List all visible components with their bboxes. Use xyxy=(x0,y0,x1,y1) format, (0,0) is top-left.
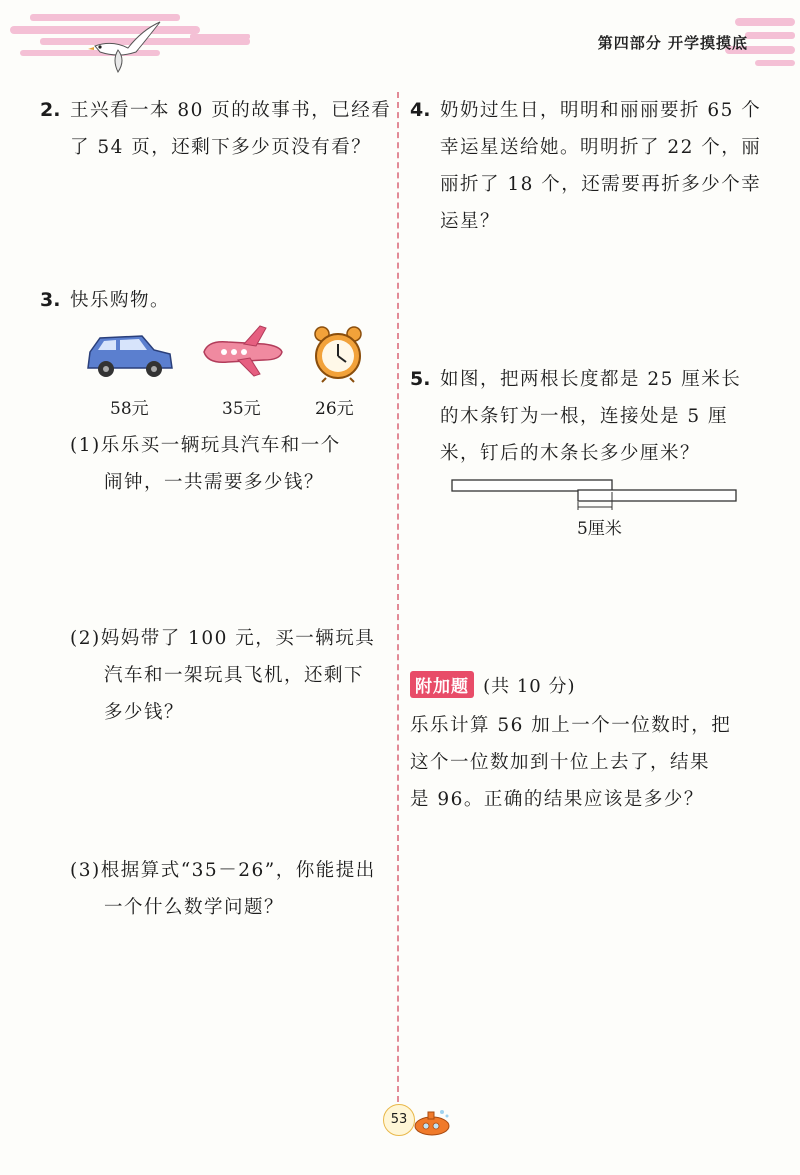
clock-price: 26元 xyxy=(315,399,354,419)
alarm-clock-icon xyxy=(310,324,366,384)
subquestion-2-line: (2)妈妈带了 100 元，买一辆玩具 xyxy=(70,628,376,649)
subquestion-3-line: 一个什么数学问题？ xyxy=(104,897,285,918)
bonus-points: (共 10 分) xyxy=(483,676,576,697)
question-title: 快乐购物。 xyxy=(70,290,171,311)
question-line: 丽折了 18 个，还需要再折多少个幸 xyxy=(440,174,762,195)
subquestion-1-line: 闹钟，一共需要多少钱？ xyxy=(104,472,325,493)
question-number: 3. xyxy=(40,289,61,311)
question-line: 如图，把两根长度都是 25 厘米长 xyxy=(440,369,742,390)
question-line: 运星？ xyxy=(440,211,501,232)
question-line: 的木条钉为一根，连接处是 5 厘 xyxy=(440,406,729,427)
toy-car-icon xyxy=(84,330,176,380)
wood-strip-2 xyxy=(578,490,736,501)
airplane-price: 35元 xyxy=(222,399,261,419)
bonus-heading xyxy=(410,671,576,698)
section-title: 第四部分 开学摸摸底 xyxy=(597,34,748,52)
subquestion-2-line: 汽车和一架玩具飞机，还剩下 xyxy=(104,665,365,686)
subquestion-3-line: (3)根据算式“35－26”，你能提出 xyxy=(70,860,376,881)
subquestion-1-line: (1)乐乐买一辆玩具汽车和一个 xyxy=(70,435,341,456)
question-number: 2. xyxy=(40,99,61,121)
question-line: 王兴看一本 80 页的故事书，已经看 xyxy=(70,100,392,121)
submarine-icon xyxy=(412,1108,452,1138)
overlap-label: 5厘米 xyxy=(577,519,622,539)
toy-airplane-icon xyxy=(198,322,284,382)
question-line: 米，钉后的木条长多少厘米？ xyxy=(440,443,701,464)
page-number: 53 xyxy=(383,1104,415,1136)
bonus-line: 这个一位数加到十位上去了，结果 xyxy=(410,752,711,773)
subquestion-2-line: 多少钱？ xyxy=(104,702,185,723)
column-divider xyxy=(397,92,399,1102)
question-line: 了 54 页，还剩下多少页没有看？ xyxy=(70,137,372,158)
car-price: 58元 xyxy=(110,399,149,419)
question-number: 4. xyxy=(410,99,431,121)
question-line: 奶奶过生日，明明和丽丽要折 65 个 xyxy=(440,100,762,121)
bonus-line: 乐乐计算 56 加上一个一位数时，把 xyxy=(410,715,732,736)
question-number: 5. xyxy=(410,368,431,390)
question-line: 幸运星送给她。明明折了 22 个，丽 xyxy=(440,137,762,158)
bonus-line: 是 96。正确的结果应该是多少？ xyxy=(410,789,704,810)
bonus-tag: 附加题 xyxy=(410,671,474,698)
wood-strips-diagram xyxy=(450,476,744,516)
